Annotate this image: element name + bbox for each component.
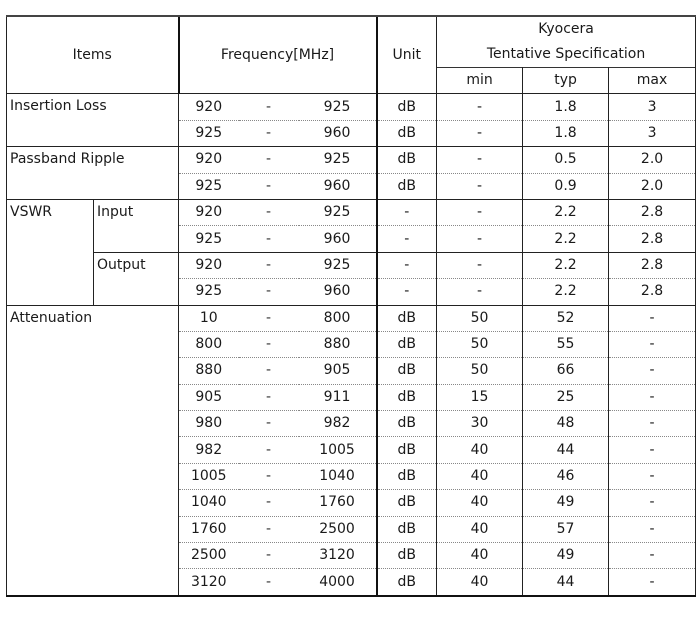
unit-cell: -: [377, 199, 437, 225]
header-max: max: [609, 68, 696, 94]
min-cell: 50: [437, 305, 523, 331]
freq-start: 920: [179, 252, 239, 278]
unit-cell: -: [377, 279, 437, 305]
unit-cell: dB: [377, 490, 437, 516]
freq-start: 905: [179, 384, 239, 410]
max-cell: -: [609, 384, 696, 410]
table-row: [7, 147, 696, 173]
min-cell: 40: [437, 490, 523, 516]
freq-end: 800: [299, 305, 377, 331]
freq-start: 1760: [179, 516, 239, 542]
min-cell: -: [437, 252, 523, 278]
unit-cell: dB: [377, 94, 437, 120]
typ-cell: 0.5: [523, 147, 609, 173]
unit-cell: dB: [377, 437, 437, 463]
min-cell: -: [437, 94, 523, 120]
unit-cell: dB: [377, 411, 437, 437]
header-typ: typ: [523, 68, 609, 94]
min-cell: 40: [437, 543, 523, 569]
group-insertion-loss: Insertion Loss: [7, 94, 179, 147]
freq-sep: -: [239, 358, 299, 384]
max-cell: -: [609, 305, 696, 331]
min-cell: -: [437, 147, 523, 173]
max-cell: -: [609, 543, 696, 569]
max-cell: -: [609, 490, 696, 516]
freq-start: 925: [179, 120, 239, 146]
header-min: min: [437, 68, 523, 94]
typ-cell: 55: [523, 331, 609, 357]
freq-end: 905: [299, 358, 377, 384]
freq-end: 982: [299, 411, 377, 437]
unit-cell: dB: [377, 543, 437, 569]
freq-sep: -: [239, 252, 299, 278]
max-cell: -: [609, 331, 696, 357]
min-cell: -: [437, 120, 523, 146]
freq-end: 925: [299, 199, 377, 225]
freq-sep: -: [239, 331, 299, 357]
freq-sep: -: [239, 120, 299, 146]
min-cell: -: [437, 279, 523, 305]
freq-start: 925: [179, 173, 239, 199]
group-vswr-input: Input: [94, 199, 179, 252]
max-cell: -: [609, 437, 696, 463]
freq-end: 4000: [299, 569, 377, 596]
specification-table: [6, 15, 696, 597]
freq-sep: -: [239, 279, 299, 305]
freq-end: 925: [299, 94, 377, 120]
freq-sep: -: [239, 516, 299, 542]
group-vswr: VSWR: [7, 199, 94, 305]
freq-sep: -: [239, 384, 299, 410]
freq-sep: -: [239, 147, 299, 173]
header-specification: [437, 16, 696, 68]
freq-start: 1005: [179, 463, 239, 489]
freq-start: 1040: [179, 490, 239, 516]
freq-start: 2500: [179, 543, 239, 569]
min-cell: -: [437, 173, 523, 199]
freq-end: 1760: [299, 490, 377, 516]
freq-sep: -: [239, 94, 299, 120]
freq-sep: -: [239, 305, 299, 331]
max-cell: 2.8: [609, 279, 696, 305]
typ-cell: 2.2: [523, 252, 609, 278]
max-cell: 2.0: [609, 147, 696, 173]
freq-sep: -: [239, 411, 299, 437]
freq-start: 920: [179, 199, 239, 225]
header-items: Items: [7, 16, 179, 94]
typ-cell: 66: [523, 358, 609, 384]
table-row: [7, 94, 696, 120]
typ-cell: 1.8: [523, 94, 609, 120]
min-cell: 40: [437, 516, 523, 542]
unit-cell: -: [377, 252, 437, 278]
min-cell: 50: [437, 331, 523, 357]
freq-start: 880: [179, 358, 239, 384]
freq-start: 925: [179, 226, 239, 252]
typ-cell: 57: [523, 516, 609, 542]
freq-sep: -: [239, 437, 299, 463]
group-vswr-output: Output: [94, 252, 179, 305]
unit-cell: dB: [377, 384, 437, 410]
group-passband-ripple: Passband Ripple: [7, 147, 179, 200]
freq-start: 982: [179, 437, 239, 463]
freq-start: 10: [179, 305, 239, 331]
min-cell: 40: [437, 569, 523, 596]
min-cell: 40: [437, 437, 523, 463]
max-cell: -: [609, 569, 696, 596]
unit-cell: dB: [377, 147, 437, 173]
min-cell: -: [437, 226, 523, 252]
max-cell: 2.8: [609, 226, 696, 252]
min-cell: 50: [437, 358, 523, 384]
freq-start: 800: [179, 331, 239, 357]
freq-end: 960: [299, 173, 377, 199]
group-attenuation: Attenuation: [7, 305, 179, 596]
unit-cell: dB: [377, 569, 437, 596]
max-cell: -: [609, 358, 696, 384]
max-cell: 3: [609, 94, 696, 120]
freq-end: 1005: [299, 437, 377, 463]
freq-sep: -: [239, 543, 299, 569]
freq-end: 1040: [299, 463, 377, 489]
max-cell: -: [609, 463, 696, 489]
freq-sep: -: [239, 463, 299, 489]
max-cell: 3: [609, 120, 696, 146]
header-spec-vendor: Kyocera: [538, 21, 594, 37]
header-unit: Unit: [377, 16, 437, 94]
freq-sep: -: [239, 490, 299, 516]
max-cell: 2.8: [609, 199, 696, 225]
unit-cell: dB: [377, 120, 437, 146]
unit-cell: dB: [377, 358, 437, 384]
freq-end: 3120: [299, 543, 377, 569]
min-cell: 30: [437, 411, 523, 437]
freq-sep: -: [239, 569, 299, 596]
freq-start: 3120: [179, 569, 239, 596]
typ-cell: 49: [523, 543, 609, 569]
freq-start: 925: [179, 279, 239, 305]
typ-cell: 25: [523, 384, 609, 410]
freq-sep: -: [239, 173, 299, 199]
typ-cell: 48: [523, 411, 609, 437]
typ-cell: 44: [523, 569, 609, 596]
unit-cell: dB: [377, 516, 437, 542]
min-cell: 40: [437, 463, 523, 489]
unit-cell: dB: [377, 463, 437, 489]
max-cell: -: [609, 516, 696, 542]
typ-cell: 49: [523, 490, 609, 516]
typ-cell: 0.9: [523, 173, 609, 199]
typ-cell: 46: [523, 463, 609, 489]
max-cell: -: [609, 411, 696, 437]
freq-end: 960: [299, 226, 377, 252]
freq-sep: -: [239, 199, 299, 225]
unit-cell: dB: [377, 173, 437, 199]
freq-sep: -: [239, 226, 299, 252]
unit-cell: dB: [377, 305, 437, 331]
min-cell: -: [437, 199, 523, 225]
typ-cell: 52: [523, 305, 609, 331]
unit-cell: -: [377, 226, 437, 252]
freq-end: 880: [299, 331, 377, 357]
table-row: [7, 305, 696, 331]
typ-cell: 1.8: [523, 120, 609, 146]
freq-start: 980: [179, 411, 239, 437]
freq-end: 925: [299, 147, 377, 173]
header-spec-title: Tentative Specification: [486, 46, 646, 62]
max-cell: 2.0: [609, 173, 696, 199]
freq-start: 920: [179, 94, 239, 120]
freq-end: 2500: [299, 516, 377, 542]
freq-end: 960: [299, 120, 377, 146]
typ-cell: 2.2: [523, 279, 609, 305]
freq-start: 920: [179, 147, 239, 173]
unit-cell: dB: [377, 331, 437, 357]
typ-cell: 44: [523, 437, 609, 463]
typ-cell: 2.2: [523, 226, 609, 252]
table-row: [7, 199, 696, 225]
header-frequency: Frequency[MHz]: [179, 16, 377, 94]
table-row: [7, 252, 696, 278]
freq-end: 911: [299, 384, 377, 410]
max-cell: 2.8: [609, 252, 696, 278]
freq-end: 925: [299, 252, 377, 278]
min-cell: 15: [437, 384, 523, 410]
freq-end: 960: [299, 279, 377, 305]
typ-cell: 2.2: [523, 199, 609, 225]
